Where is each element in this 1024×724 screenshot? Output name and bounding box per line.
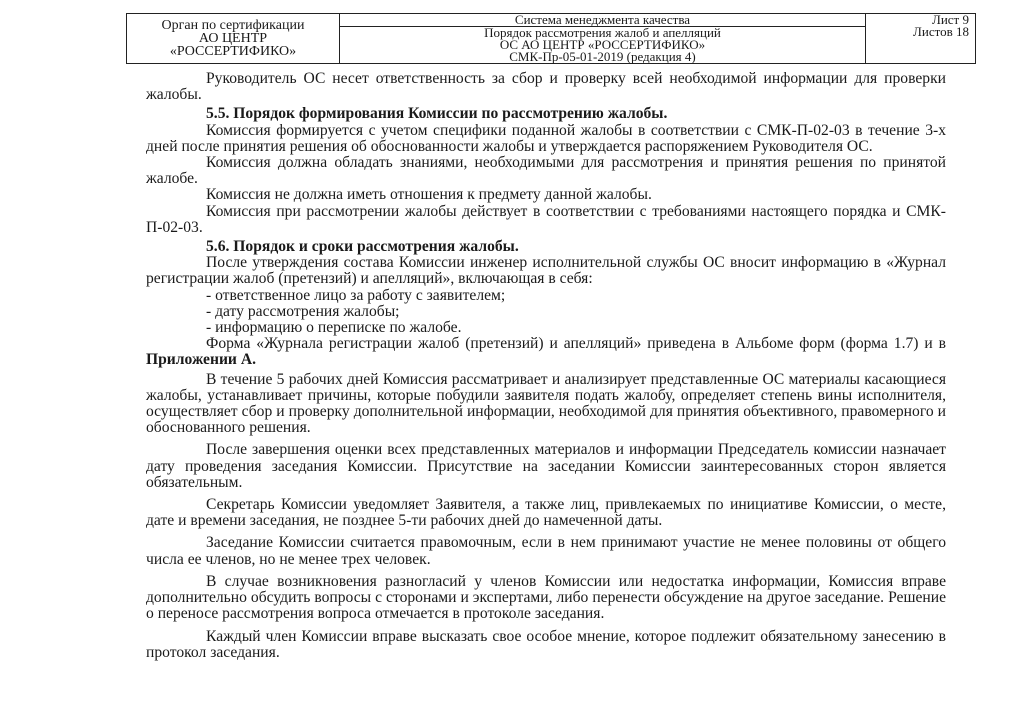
section-5-6-heading: 5.6. Порядок и сроки рассмотрения жалобы. (206, 238, 519, 256)
org-line-3: «РОССЕРТИФИКО» (169, 44, 297, 59)
doc-title-line-1: Порядок рассмотрения жалоб и апелляций (484, 25, 721, 40)
journal-form-text: Форма «Журнала регистрации жалоб (претензий) и апелляций» приведена в Альбоме форм (форма 1.7) и в (206, 335, 946, 353)
document-title-cell (340, 27, 866, 64)
paragraph-notification: Секретарь Комиссии уведомляет Заявителя, а также лиц, привлекаемых по инициативе Комиссии, о месте, дате и времени заседания, не позднее 5-ти рабочих дней до намеченной даты. (146, 496, 946, 530)
section-5-5-heading: 5.5. Порядок формирования Комиссии по рассмотрению жалобы. (206, 105, 668, 123)
paragraph-review-period: В течение 5 рабочих дней Комиссия рассматривает и анализирует представленные ОС материалы касающиеся жалобы, устанавливает причины, которые побудили заявителя подать жалобу, определяет степень вины исполнителя, осуществляет сбор и проверку дополнительной информации, необходимой для принятия объективного, правомерного и обоснованного решения. (146, 370, 946, 437)
document-header (126, 13, 976, 64)
paragraph-commission-requirements: Комиссия при рассмотрении жалобы действует в соответствии с требованиями настоящего порядка и СМК-П-02-03. (146, 202, 946, 236)
sheet-info-cell (866, 14, 976, 64)
paragraph-journal-form (146, 336, 946, 368)
document-body (146, 71, 946, 661)
paragraph-commission-knowledge: Комиссия должна обладать знаниями, необходимыми для рассмотрения и принятия решения по принятой жалобе. (146, 154, 946, 188)
paragraph-journal-entry: После утверждения состава Комиссии инженер исполнительной службы ОС вносит информацию в «Журнал регистрации жалоб (претензий) и апелляций», включающая в себя: (146, 254, 946, 288)
paragraph-dissenting-opinion: Каждый член Комиссии вправе высказать свое особое мнение, которое подлежит обязательному занесению в протокол заседания. (146, 627, 946, 661)
paragraph-disagreements: В случае возникновения разногласий у членов Комиссии или недостатка информации, Комиссия вправе дополнительно обсудить вопросы с сторонами и экспертами, либо перенести обсуждение на другое заседание. Решение о переносе рассмотрения вопроса отмечается в протоколе заседания. (146, 572, 946, 623)
paragraph-responsibility: Руководитель ОС несет ответственность за сбор и проверку всей необходимой информации для проверки жалобы. (146, 70, 946, 104)
doc-code: СМК-Пр-05-01-2019 (редакция 4) (509, 49, 696, 64)
org-line-2: АО ЦЕНТР (198, 31, 268, 46)
paragraph-commission-independence: Комиссия не должна иметь отношения к предмету данной жалобы. (206, 186, 652, 204)
sheets-total: Листов 18 (913, 24, 969, 39)
organization-cell (127, 14, 340, 64)
org-line-1: Орган по сертификации (161, 18, 305, 33)
list-item: - дату рассмотрения жалобы; (206, 302, 400, 320)
system-title: Система менеджмента качества (514, 12, 691, 27)
paragraph-meeting-date: После завершения оценки всех представленных материалов и информации Председатель комиссии назначает дату проведения заседания Комиссии. Присутствие на заседании Комиссии заинтересованных сторон является обязательным. (146, 441, 946, 491)
paragraph-quorum: Заседание Комиссии считается правомочным, если в нем принимают участие не менее половины от общего числа ее членов, но не менее трех человек. (146, 534, 946, 568)
appendix-a-reference: Приложении А. (146, 351, 256, 369)
paragraph-commission-formation: Комиссия формируется с учетом специфики поданной жалобы в соответствии с СМК-П-02-03 в течение 3-х дней после принятия решения об обоснованности жалобы и утверждается распоряжением Руководителя ОС. (146, 121, 946, 155)
list-item: - ответственное лицо за работу с заявителем; (206, 286, 506, 304)
doc-title-line-2: ОС АО ЦЕНТР «РОССЕРТИФИКО» (499, 37, 706, 52)
sheet-number: Лист 9 (932, 12, 969, 27)
list-item: - информацию о переписке по жалобе. (206, 319, 462, 337)
